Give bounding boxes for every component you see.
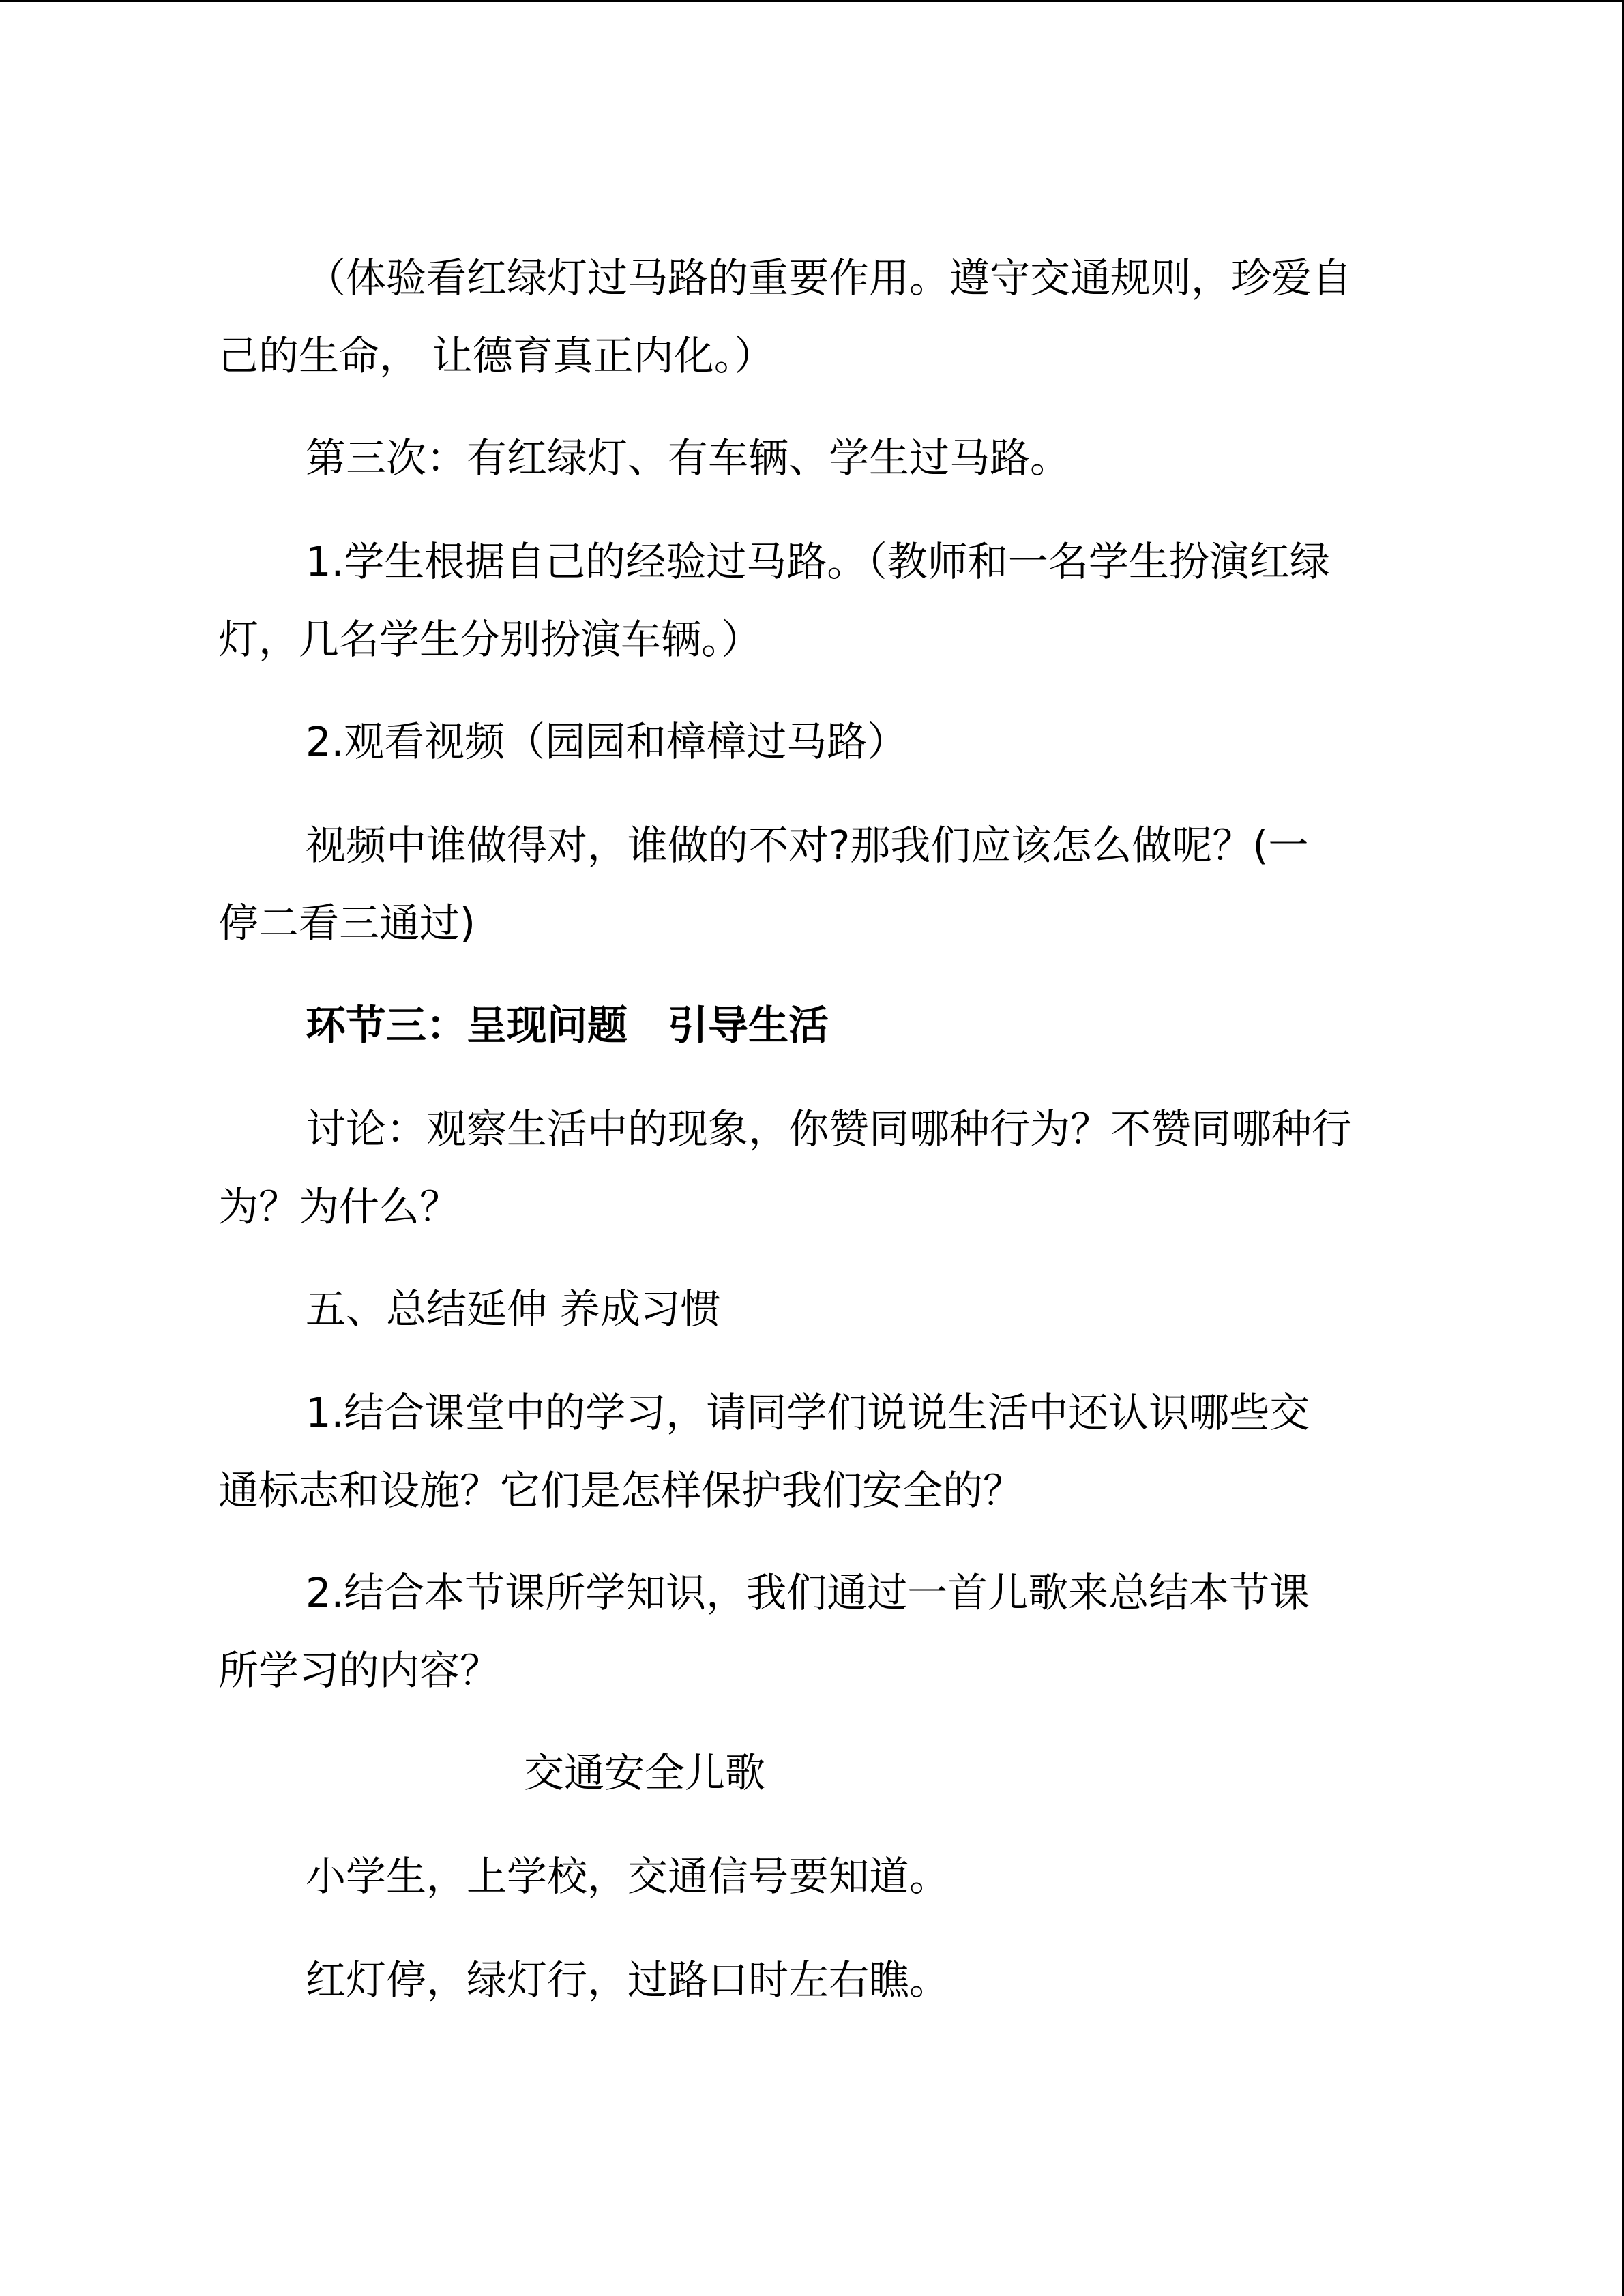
- paragraph-line: 所学习的内容？: [218, 1647, 501, 1694]
- paragraph-line: 灯，几名学生分别扮演车辆。）: [218, 616, 762, 663]
- paragraph-line: 通标志和设施？它们是怎样保护我们安全的？: [218, 1467, 1024, 1514]
- song-line: 小学生，上学校，交通信号要知道。: [306, 1853, 950, 1900]
- paragraph-line: 讨论：观察生活中的现象，你赞同哪种行为？不赞同哪种行: [306, 1105, 1353, 1152]
- paragraph-line: 2.结合本节课所学知识，我们通过一首儿歌来总结本节课: [306, 1569, 1310, 1616]
- paragraph-line: 视频中谁做得对，谁做的不对?那我们应该怎么做呢？(一: [306, 822, 1309, 869]
- paragraph-line: 己的生命， 让德育真正内化。）: [218, 332, 775, 379]
- paragraph-line: 1.学生根据自己的经验过马路。（教师和一名学生扮演红绿: [306, 538, 1330, 585]
- song-line: 红灯停，绿灯行，过路口时左右瞧。: [306, 1956, 950, 2003]
- paragraph-line: 1.结合课堂中的学习，请同学们说说生活中还认识哪些交: [306, 1389, 1310, 1436]
- paragraph-line: 停二看三通过): [218, 899, 476, 946]
- section-heading: 环节三：呈现问题 引导生活: [306, 1002, 829, 1049]
- paragraph-line: （体验看红绿灯过马路的重要作用。遵守交通规则，珍爱自: [306, 254, 1353, 301]
- section-heading: 五、总结延伸 养成习惯: [306, 1285, 721, 1332]
- top-border: [0, 0, 1624, 2]
- paragraph-line: 为？为什么？: [218, 1183, 460, 1230]
- paragraph-line: 2.观看视频（园园和樟樟过马路）: [306, 718, 908, 765]
- song-title: 交通安全儿歌: [524, 1749, 766, 1796]
- paragraph-line: 第三次：有红绿灯、有车辆、学生过马路。: [306, 434, 1071, 481]
